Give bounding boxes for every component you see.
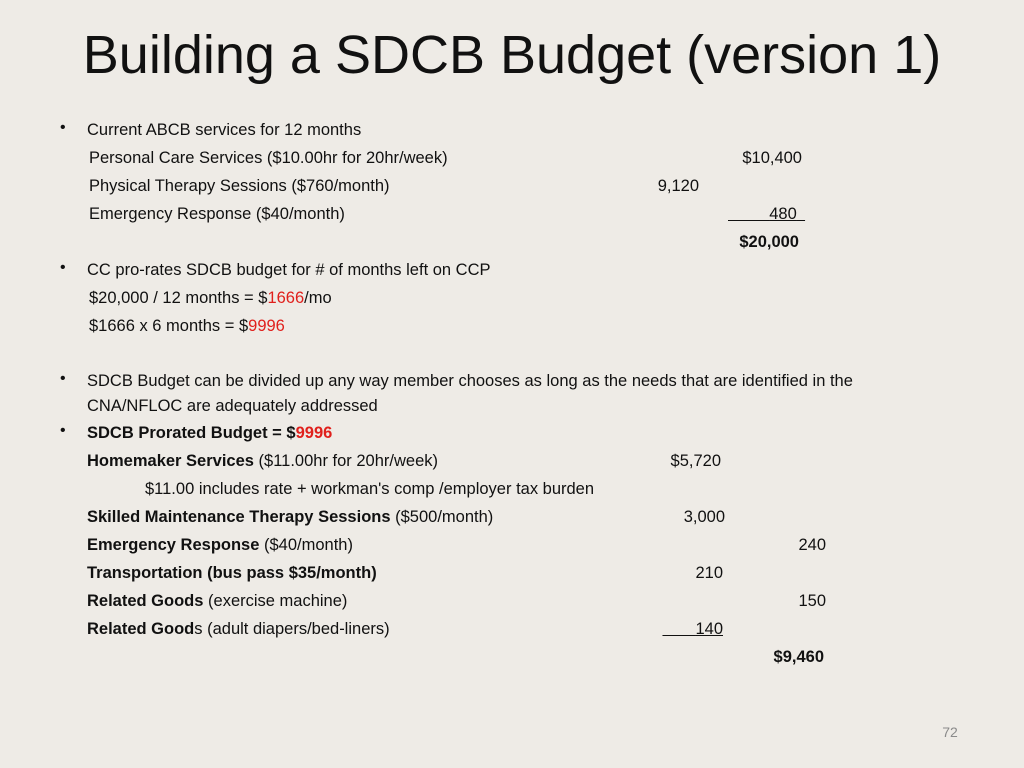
item-label: Related Goods (exercise machine) bbox=[87, 592, 348, 610]
item-amount: $5,720 bbox=[670, 452, 721, 470]
item-amount: $10,400 bbox=[742, 149, 802, 167]
item-note: $11.00 includes rate + workman's comp /employer tax burden bbox=[145, 480, 595, 498]
bullet-budget-division: SDCB Budget can be divided up any way member chooses as long as the needs that are identified in the bbox=[87, 372, 853, 390]
prorate-calc-monthly: $20,000 / 12 months = $1666/mo bbox=[89, 289, 332, 307]
bullet-marker: • bbox=[60, 259, 66, 276]
item-amount: 480 bbox=[769, 205, 797, 223]
section-total: $9,460 bbox=[773, 648, 824, 666]
item-label: Emergency Response ($40/month) bbox=[87, 536, 353, 554]
prorate-calc-total: $1666 x 6 months = $9996 bbox=[89, 317, 285, 335]
bullet-prorated-budget: SDCB Prorated Budget = $9996 bbox=[87, 424, 333, 442]
bullet-current-services: Current ABCB services for 12 months bbox=[87, 121, 362, 139]
page-number: 72 bbox=[942, 724, 958, 740]
item-amount: 9,120 bbox=[657, 177, 699, 195]
bullet-marker: • bbox=[60, 370, 66, 387]
item-label: Homemaker Services ($11.00hr for 20hr/week) bbox=[87, 452, 438, 470]
item-label: Emergency Response ($40/month) bbox=[89, 205, 345, 223]
section-total: $20,000 bbox=[739, 233, 799, 251]
bullet-prorate: CC pro-rates SDCB budget for # of months left on CCP bbox=[87, 261, 491, 279]
bullet-budget-division-cont: CNA/NFLOC are adequately addressed bbox=[87, 397, 378, 415]
item-label: Personal Care Services ($10.00hr for 20hr/week) bbox=[89, 149, 448, 167]
item-label: Related Goods (adult diapers/bed-liners) bbox=[87, 620, 390, 638]
item-label: Transportation (bus pass $35/month) bbox=[87, 564, 377, 582]
item-label: Physical Therapy Sessions ($760/month) bbox=[89, 177, 390, 195]
item-label: Skilled Maintenance Therapy Sessions ($500/month) bbox=[87, 508, 494, 526]
item-amount: 240 bbox=[798, 536, 826, 554]
item-amount: 140 bbox=[695, 620, 723, 638]
item-amount: 210 bbox=[695, 564, 723, 582]
bullet-marker: • bbox=[60, 119, 66, 136]
slide-title: Building a SDCB Budget (version 1) bbox=[82, 25, 942, 85]
bullet-marker: • bbox=[60, 422, 66, 439]
item-amount: 3,000 bbox=[683, 508, 725, 526]
item-amount: 150 bbox=[798, 592, 826, 610]
